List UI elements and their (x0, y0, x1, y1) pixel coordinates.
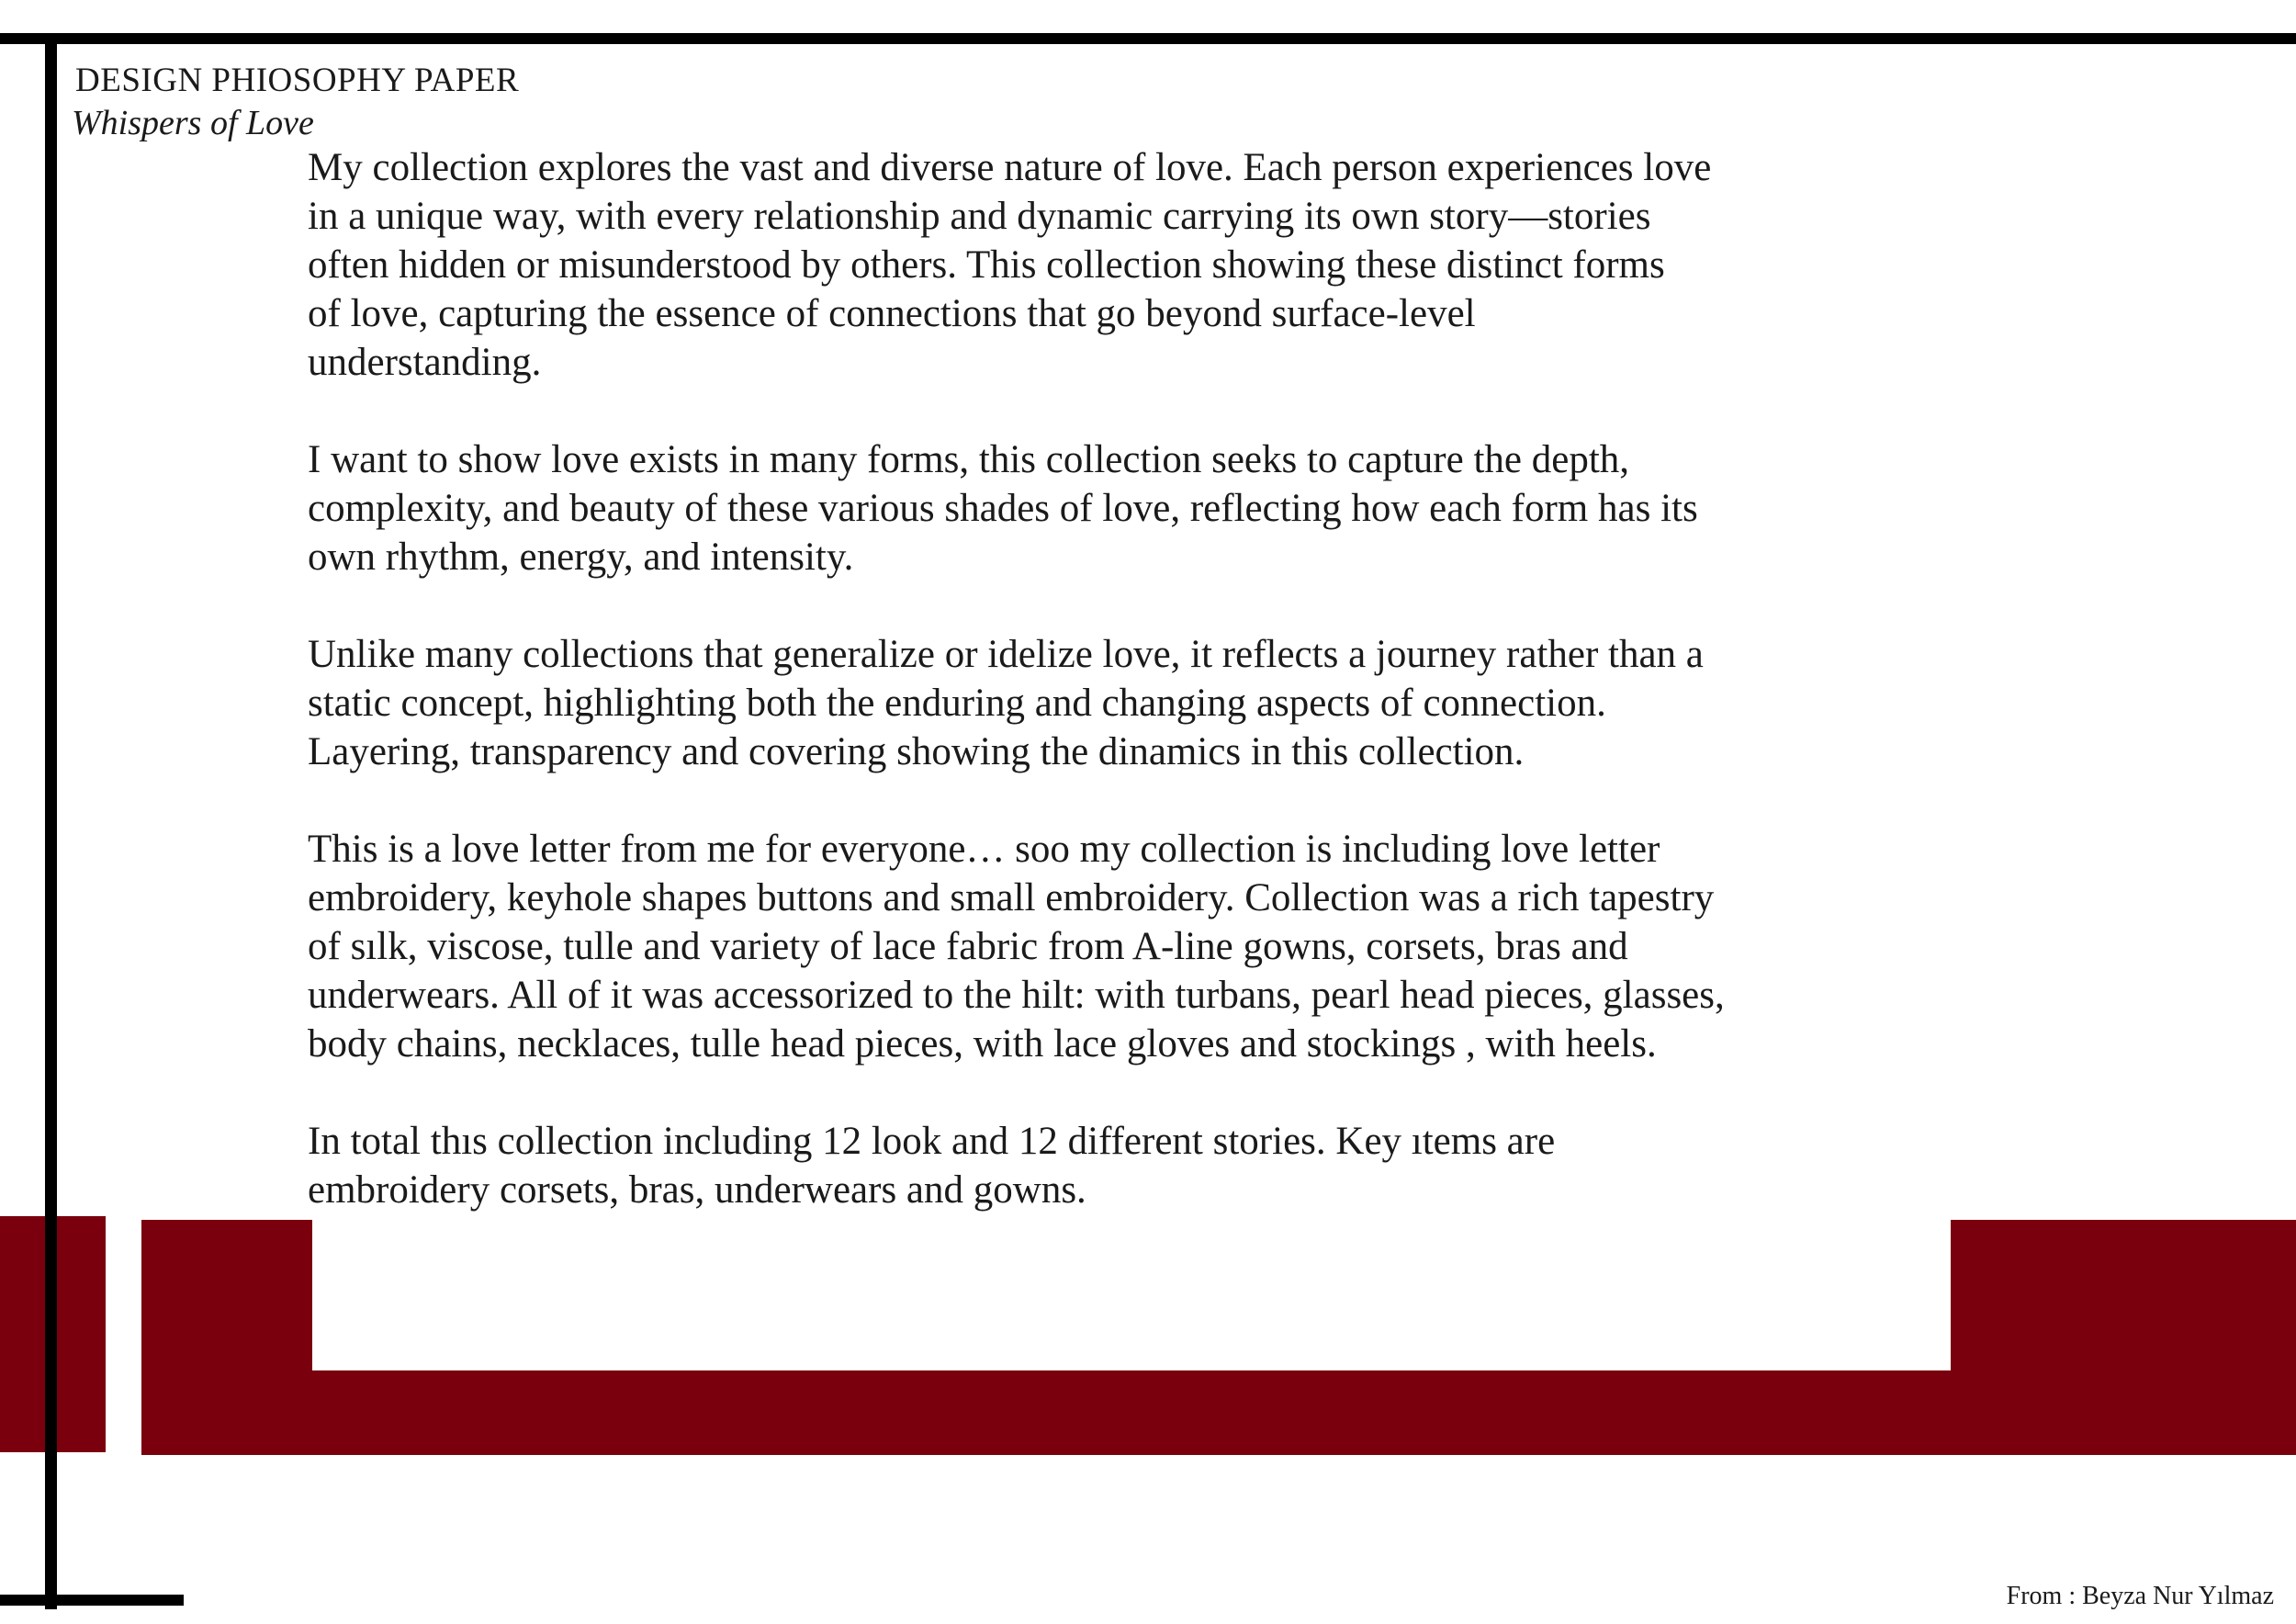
paragraph-materials: This is a love letter from me for everyone… soo my collection is including love letter embroidery, keyhole shapes buttons and small embroidery. Collection was a rich tapestry of sılk, viscose, tulle and variety of lace fabric from A-line gowns, corsets, bras and underwears. All of it was accessorized to the hilt: with turbans, pearl head pieces, glasses, body chains, necklaces, tulle head pieces, with lace gloves and stockings , with heels. (308, 828, 1725, 1066)
paragraph-journey: Unlike many collections that generalize or idelize love, it reflects a journey rather than a static concept, highlighting both the enduring and changing aspects of connection. Layering, transparency and covering showing the dinamics in this collection. (308, 633, 1704, 773)
top-rule (0, 33, 2296, 44)
paragraph-summary: In total thıs collection including 12 look and 12 different stories. Key ıtems are embroidery corsets, bras, underwears and gowns. (308, 1120, 1556, 1212)
author-credit: From : Beyza Nur Yılmaz (2006, 1582, 2274, 1610)
paragraph-intro: My collection explores the vast and diverse nature of love. Each person experiences love in a unique way, with every relationship and dynamic carrying its own story—stories often hidden or misunderstood by others. This collection showing these distinct forms of love, capturing the essence of connections that go beyond surface-level understanding. (308, 146, 1712, 384)
vertical-rule (45, 33, 57, 1609)
collection-title: Whispers of Love (72, 104, 314, 142)
document-label: DESIGN PHIOSOPHY PAPER (75, 62, 520, 99)
philosophy-text (308, 143, 1832, 1263)
bottom-rule (0, 1595, 184, 1606)
paragraph-forms: I want to show love exists in many forms, this collection seeks to capture the depth, complexity, and beauty of these various shades of love, reflecting how each form has its own rhythm, energy, and intensity. (308, 438, 1698, 579)
